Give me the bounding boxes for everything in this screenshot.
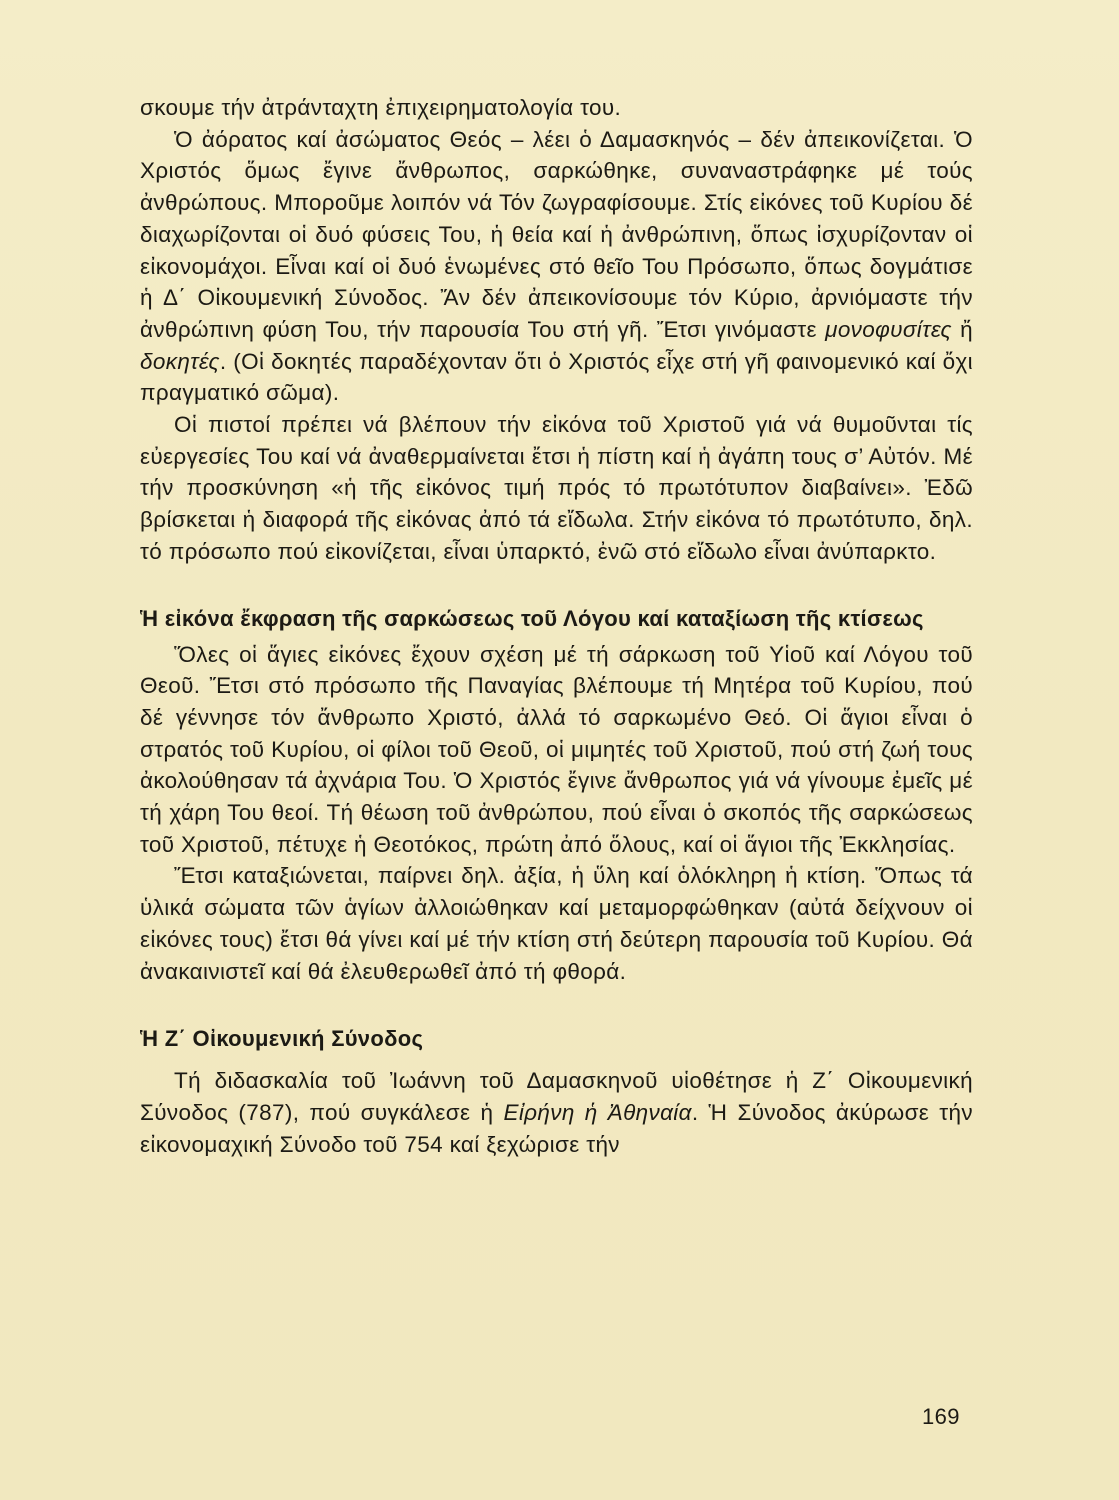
continued-line: σκουμε τήν ἀτράνταχτη ἐπιχειρηματολογία του. — [140, 95, 622, 120]
paragraph-faithful-icon: Οἱ πιστοί πρέπει νά βλέπουν τήν εἰκόνα τοῦ Χριστοῦ γιά νά θυμοῦνται τίς εὐεργεσίες Του καί νά ἀναθερμαίνεται ἔτσι ἡ πίστη καί ἡ ἀγάπη τους σ’ Αὐτόν. Μέ τήν προσκύνηση «ἡ τῆς εἰκόνος τιμή πρός τό πρωτότυπον διαβαίνει». Ἐδῶ βρίσκεται ἡ διαφορά τῆς εἰκόνας ἀπό τά εἴδωλα. Στήν εἰκόνα τό πρωτότυπο, δηλ. τό πρόσωπο πού εἰκονίζεται, εἶναι ὑπαρκτό, ἐνῶ στό εἴδωλο εἶναι ἀνύπαρκτο. — [140, 412, 973, 564]
page-body — [140, 92, 973, 1160]
paragraph-damascene-argument — [140, 124, 973, 409]
section-heading-incarnation: Ἡ εἰκόνα ἔκφραση τῆς σαρκώσεως τοῦ Λόγου καί καταξίωση τῆς κτίσεως — [140, 605, 924, 631]
section-heading-seventh-council: Ἡ Ζ΄ Οἰκουμενική Σύνοδος — [140, 1026, 424, 1052]
paragraph-text: Ὁ ἀόρατος καί ἀσώματος Θεός – λέει ὁ Δαμασκηνός – δέν ἀπεικονίζεται. Ὁ Χριστός ὅμως ἔγινε ἄνθρωπος, σαρκώθηκε, συναναστράφηκε μέ τούς ἀνθρώπους. Μποροῦμε λοιπόν νά Τόν ζωγραφίσουμε. Στίς εἰκόνες τοῦ Κυρίου δέ διαχωρίζονται οἱ δυό φύσεις Του, ἡ θεία καί ἡ ἀνθρώπινη, ὅπως ἰσχυρίζονταν οἱ εἰκονομάχοι. Εἶναι καί οἱ δυό ἑνωμένες στό θεῖο Του Πρόσωπο, ὅπως δογμάτισε ἡ Δ΄ Οἰκουμενική Σύνοδος. Ἄν δέν ἀπεικονίσουμε τόν Κύριο, ἀρνιόμαστε τήν ἀνθρώπινη φύση Του, τήν παρουσία Του στή γῆ. Ἔτσι γινόμαστε — [140, 126, 973, 342]
paragraph-text: . (Οἱ δοκητές παραδέχονταν ὅτι ὁ Χριστός εἶχε στή γῆ φαινομενικό καί ὄχι πραγματικό σῶμα). — [140, 348, 973, 406]
emphasis-monophysites: μονοφυσίτες — [825, 316, 952, 342]
emphasis-irene: Εἰρήνη ἡ Ἀθηναία — [503, 1099, 692, 1125]
page-number: 169 — [922, 1404, 960, 1429]
paragraph-seventh-council — [140, 1065, 973, 1160]
paragraph-creation-valued: Ἔτσι καταξιώνεται, παίρνει δηλ. ἀξία, ἡ ὕλη καί ὁλόκληρη ἡ κτίση. Ὅπως τά ὑλικά σώματα τῶν ἁγίων ἀλλοιώθηκαν καί μεταμορφώθηκαν (αὐτά δείχνουν οἱ εἰκόνες τους) ἔτσι θά γίνει καί μέ τήν κτίση στή δεύτερη παρουσία τοῦ Κυρίου. Θά ἀνακαινιστεῖ καί θά ἐλευθερωθεῖ ἀπό τή φθορά. — [140, 863, 973, 984]
paragraph-text: ἤ — [951, 316, 974, 342]
paragraph-text: Τή διδασκαλία τοῦ Ἰωάννη τοῦ Δαμασκηνοῦ υἱοθέτησε ἡ Ζ΄ Οἰκουμενική Σύνοδος (787), πού συγκάλεσε ἡ — [140, 1068, 973, 1125]
paragraph-holy-icons: Ὅλες οἱ ἅγιες εἰκόνες ἔχουν σχέση μέ τή σάρκωση τοῦ Υἱοῦ καί Λόγου τοῦ Θεοῦ. Ἔτσι στό πρόσωπο τῆς Παναγίας βλέπουμε τή Μητέρα τοῦ Κυρίου, πού δέ γέννησε τόν ἄνθρωπο Χριστό, ἀλλά τό σαρκωμένο Θεό. Οἱ ἅγιοι εἶναι ὁ στρατός τοῦ Κυρίου, οἱ φίλοι τοῦ Θεοῦ, οἱ μιμητές τοῦ Χριστοῦ, πού στή ζωή τους ἀκολούθησαν τά ἀχνάρια Του. Ὁ Χριστός ἔγινε ἄνθρωπος γιά νά γίνουμε ἐμεῖς μέ τή χάρη Του θεοί. Τή θέωση τοῦ ἀνθρώπου, πού εἶναι ὁ σκοπός τῆς σαρκώσεως τοῦ Χριστοῦ, πέτυχε ἡ Θεοτόκος, πρώτη ἀπό ὅλους, καί οἱ ἅγιοι τῆς Ἐκκλησίας. — [140, 641, 973, 857]
paragraph-text: . Ἡ Σύνοδος ἀκύρωσε τήν εἰκονομαχική Σύνοδο τοῦ 754 καί ξεχώρισε τήν — [140, 1099, 974, 1157]
emphasis-docetists: δοκητές — [140, 348, 220, 374]
